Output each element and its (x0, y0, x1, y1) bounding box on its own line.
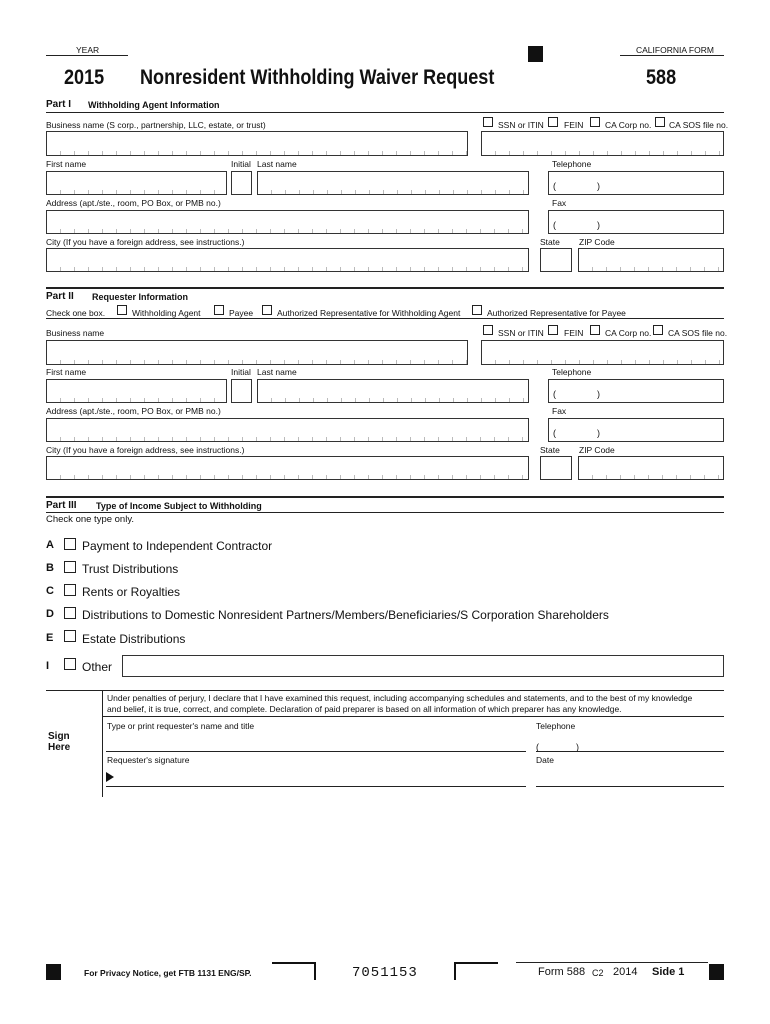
p2-payee-label: Payee (229, 308, 254, 318)
barcode-number: 7051153 (352, 965, 418, 981)
p2-city-field[interactable] (46, 456, 529, 480)
footer-registration-mark (46, 964, 61, 980)
declaration-line1: Under penalties of perjury, I declare that I have examined this request, including accompanying schedules and statements, and to the best of my knowledge (107, 693, 693, 703)
p1-ssn-checkbox[interactable] (483, 117, 493, 127)
p1-last-name-label: Last name (257, 159, 297, 169)
p2-ca-sos-checkbox[interactable] (653, 325, 663, 335)
income-c-label: Rents or Royalties (82, 585, 181, 599)
form-year: 2015 (64, 66, 105, 89)
part2-rule (46, 318, 724, 319)
part3-label: Part III (46, 500, 77, 511)
p1-telephone-field[interactable]: ( ) (548, 171, 724, 195)
p2-withholding-agent-label: Withholding Agent (132, 308, 201, 318)
income-letter-b: B (46, 562, 54, 574)
sign-telephone-line[interactable] (536, 751, 724, 752)
income-a-label: Payment to Independent Contractor (82, 539, 273, 553)
p2-ca-corp-label: CA Corp no. (605, 328, 652, 338)
footer-form-label: Form 588 (538, 966, 586, 978)
form-title: Nonresident Withholding Waiver Request (140, 66, 495, 89)
p2-fax-field[interactable]: ( ) (548, 418, 724, 442)
p1-id-number-field[interactable] (481, 131, 724, 156)
part1-rule (46, 112, 724, 113)
income-b-checkbox[interactable] (64, 561, 76, 573)
privacy-notice: For Privacy Notice, get FTB 1131 ENG/SP. (84, 968, 252, 978)
p1-zip-label: ZIP Code (579, 237, 615, 247)
p1-business-name-field[interactable] (46, 131, 468, 156)
p1-address-field[interactable] (46, 210, 529, 234)
p1-first-name-label: First name (46, 159, 87, 169)
p2-fein-checkbox[interactable] (548, 325, 558, 335)
p2-business-name-field[interactable] (46, 340, 468, 365)
p1-city-field[interactable] (46, 248, 529, 272)
signature-line[interactable] (106, 786, 526, 787)
p2-city-label: City (If you have a foreign address, see instructions.) (46, 445, 245, 455)
sign-top-rule (46, 690, 724, 691)
part3-heading: Type of Income Subject to Withholding (96, 501, 262, 511)
year-label: YEAR (76, 45, 100, 55)
p2-first-name-field[interactable] (46, 379, 227, 403)
income-d-label: Distributions to Domestic Nonresident Partners/Members/Beneficiaries/S Corporation Shareholders (82, 608, 609, 622)
year-line (46, 55, 128, 56)
p2-initial-label: Initial (231, 367, 251, 377)
p2-business-name-label: Business name (46, 328, 105, 338)
p2-check-one-label: Check one box. (46, 308, 106, 318)
part1-label: Part I (46, 99, 72, 110)
part2-heading: Requester Information (92, 292, 189, 302)
p2-fax-label: Fax (552, 406, 567, 416)
p1-city-label: City (If you have a foreign address, see instructions.) (46, 237, 245, 247)
form-line (620, 55, 724, 56)
p1-initial-label: Initial (231, 159, 251, 169)
p2-ca-sos-label: CA SOS file no. (668, 328, 728, 338)
sign-telephone-close-paren: ) (576, 742, 579, 752)
state-form-label: CALIFORNIA FORM (636, 45, 714, 55)
income-letter-d: D (46, 608, 54, 620)
footer-revision-year: 2014 (613, 966, 638, 978)
p1-fax-field[interactable]: ( ) (548, 210, 724, 234)
p1-fax-label: Fax (552, 198, 567, 208)
p1-address-label: Address (apt./ste., room, PO Box, or PMB no.) (46, 198, 221, 208)
p2-ca-corp-checkbox[interactable] (590, 325, 600, 335)
p1-ca-sos-label: CA SOS file no. (669, 120, 729, 130)
footer-registration-mark-right (709, 964, 724, 980)
income-letter-i: I (46, 660, 50, 672)
sign-telephone-open-paren: ( (536, 742, 539, 752)
p2-withholding-agent-checkbox[interactable] (117, 305, 127, 315)
p1-ca-corp-label: CA Corp no. (605, 120, 652, 130)
name-title-label: Type or print requester's name and title (107, 721, 255, 731)
footer-revision-code: C2 (592, 968, 604, 978)
part3-rule (46, 512, 724, 513)
p2-auth-rep-agent-checkbox[interactable] (262, 305, 272, 315)
p1-fein-checkbox[interactable] (548, 117, 558, 127)
income-e-checkbox[interactable] (64, 630, 76, 642)
p1-business-name-label: Business name (S corp., partnership, LLC, estate, or trust) (46, 120, 266, 130)
p2-address-field[interactable] (46, 418, 529, 442)
p2-state-field[interactable] (540, 456, 572, 480)
p2-address-label: Address (apt./ste., room, PO Box, or PMB no.) (46, 406, 221, 416)
sign-telephone-label: Telephone (536, 721, 576, 731)
p1-zip-field[interactable] (578, 248, 724, 272)
p1-first-name-field[interactable] (46, 171, 227, 195)
declaration-line2: and belief, it is true, correct, and complete. Declaration of paid preparer is based on all information of which preparer has any knowledge. (107, 704, 622, 714)
p1-ssn-label: SSN or ITIN (498, 120, 544, 130)
p1-fein-label: FEIN (564, 120, 584, 130)
part3-top-rule (46, 496, 724, 498)
p1-telephone-label: Telephone (552, 159, 592, 169)
form-number: 588 (646, 66, 677, 89)
part2-label: Part II (46, 291, 74, 302)
p2-telephone-label: Telephone (552, 367, 592, 377)
income-b-label: Trust Distributions (82, 562, 179, 576)
date-label: Date (536, 755, 554, 765)
p2-ssn-checkbox[interactable] (483, 325, 493, 335)
income-other-field[interactable] (122, 655, 724, 677)
income-letter-e: E (46, 632, 54, 644)
footer-side-label: Side 1 (652, 966, 685, 978)
p2-auth-rep-payee-label: Authorized Representative for Payee (487, 308, 626, 318)
part2-top-rule (46, 287, 724, 289)
sign-label: Sign (48, 731, 70, 742)
p2-ssn-label: SSN or ITIN (498, 328, 544, 338)
sign-divider (102, 690, 103, 797)
footer-corner-mark-left (272, 962, 316, 980)
p1-initial-field[interactable] (231, 171, 252, 195)
income-letter-c: C (46, 585, 54, 597)
p2-telephone-field[interactable]: ( ) (548, 379, 724, 403)
income-d-checkbox[interactable] (64, 607, 76, 619)
p2-id-number-field[interactable] (481, 340, 724, 365)
part1-heading: Withholding Agent Information (88, 100, 220, 110)
declaration-rule (102, 716, 724, 717)
p1-last-name-field[interactable] (257, 171, 529, 195)
p2-initial-field[interactable] (231, 379, 252, 403)
income-a-checkbox[interactable] (64, 538, 76, 550)
p2-auth-rep-payee-checkbox[interactable] (472, 305, 482, 315)
p2-state-label: State (540, 445, 560, 455)
sign-here-arrow-icon (106, 772, 114, 782)
p1-state-field[interactable] (540, 248, 572, 272)
income-c-checkbox[interactable] (64, 584, 76, 596)
p2-zip-field[interactable] (578, 456, 724, 480)
p2-fein-label: FEIN (564, 328, 584, 338)
p2-last-name-field[interactable] (257, 379, 529, 403)
here-label: Here (48, 742, 71, 753)
p1-state-label: State (540, 237, 560, 247)
income-e-label: Estate Distributions (82, 632, 186, 646)
p2-zip-label: ZIP Code (579, 445, 615, 455)
p1-ca-sos-checkbox[interactable] (655, 117, 665, 127)
p2-first-name-label: First name (46, 367, 87, 377)
p2-auth-rep-agent-label: Authorized Representative for Withholding Agent (277, 308, 461, 318)
p1-ca-corp-checkbox[interactable] (590, 117, 600, 127)
part3-instruction: Check one type only. (46, 514, 135, 525)
name-title-line[interactable] (106, 751, 526, 752)
income-other-label: Other (82, 660, 113, 674)
p2-last-name-label: Last name (257, 367, 297, 377)
footer-rule (516, 962, 708, 963)
income-letter-a: A (46, 539, 54, 551)
date-line[interactable] (536, 786, 724, 787)
income-other-checkbox[interactable] (64, 658, 76, 670)
registration-mark (528, 46, 543, 62)
signature-label: Requester's signature (107, 755, 190, 765)
p2-payee-checkbox[interactable] (214, 305, 224, 315)
footer-corner-mark-right (454, 962, 498, 980)
